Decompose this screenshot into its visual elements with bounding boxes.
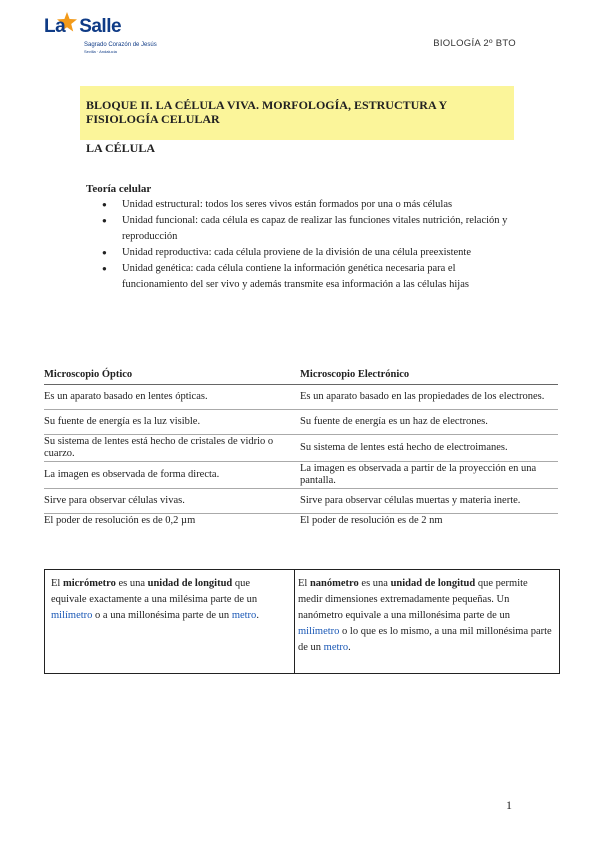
table-cell: El poder de resolución es de 0,2 µm [44, 515, 196, 526]
table-cell: Sirve para observar células muertas y materia inerte. [300, 489, 558, 514]
table-cell: Sirve para observar células vivas. [44, 489, 300, 514]
term-micrometro: micrómetro [62, 578, 116, 589]
table-cell: Es un aparato basado en lentes ópticas. [44, 385, 300, 410]
section-heading: LA CÉLULA [86, 141, 156, 155]
lasalle-logo [44, 16, 160, 58]
course-label: BIOLOGÍA 2º BTO [433, 38, 516, 49]
table-cell: Su sistema de lentes está hecho de electroimanes. [300, 435, 558, 462]
table-cell: Es un aparato basado en las propiedades de los electrones. [300, 385, 558, 410]
table-row [44, 489, 558, 514]
table-cell: La imagen es observada a partir de la proyección en una pantalla. [300, 462, 558, 489]
table-row [44, 435, 558, 462]
page-title: BLOQUE II. LA CÉLULA VIVA. MORFOLOGÍA, ESTRUCTURA Y FISIOLOGÍA CELULAR [86, 98, 447, 126]
metro-link[interactable]: metro [231, 610, 257, 621]
table-cell: El poder de resolución es de 2 nm [300, 515, 443, 526]
logo-brand: La Salle [44, 16, 122, 37]
milimetro-link[interactable]: milímetro [298, 626, 340, 637]
list-item: ● Unidad funcional: cada célula es capaz de realizar las funciones vitales nutrición, relación y reproducción [100, 213, 520, 245]
page-number: 1 [506, 798, 512, 812]
metro-link[interactable]: metro [323, 642, 349, 653]
logo-subtagline: Sevilla · Andalucía [84, 49, 117, 54]
logo-tagline: Sagrado Corazón de Jesús [84, 42, 157, 48]
theory-list [100, 197, 520, 293]
table-cell: Su sistema de lentes está hecho de cristales de vidrio o cuarzo. [44, 435, 300, 462]
table-row [44, 462, 558, 489]
list-item: ● Unidad reproductiva: cada célula proviene de la división de una célula preexistente [100, 245, 520, 261]
list-item: ● Unidad estructural: todos los seres vivos están formados por una o más células [100, 197, 520, 213]
definitions-box [44, 569, 560, 674]
table-header-row [44, 366, 558, 385]
table-row [44, 514, 558, 539]
term-nanometro: nanómetro [309, 578, 359, 589]
column-divider [294, 570, 295, 673]
table-row [44, 410, 558, 435]
nanometer-definition: El nanómetro es una unidad de longitud que permite medir dimensiones extremadamente pequeñas. Un nanómetro equivale a una millonésima parte de un milímetro o lo que es lo mismo, a una mil millonésima parte de un metro. [298, 578, 552, 653]
microscope-comparison-table [44, 366, 558, 538]
table-cell: La imagen es observada de forma directa. [44, 462, 300, 489]
micrometer-definition: El micrómetro es una unidad de longitud que equivale exactamente a una milésima parte de un milímetro o a una millonésima parte de un metro. [51, 578, 259, 621]
title-highlight [80, 86, 514, 140]
theory-heading: Teoría celular [86, 183, 152, 195]
milimetro-link[interactable]: milímetro [51, 610, 93, 621]
term-unit: unidad de longitud [147, 578, 233, 589]
table-cell: Su fuente de energía es la luz visible. [44, 410, 300, 435]
column-header: Microscopio Electrónico [300, 366, 558, 385]
table-cell: Su fuente de energía es un haz de electrones. [300, 410, 558, 435]
table-row [44, 385, 558, 410]
term-unit: unidad de longitud [390, 578, 476, 589]
list-item: ● Unidad genética: cada célula contiene la información genética necesaria para el funcionamiento del ser vivo y además transmite esa información a las células hijas [100, 261, 520, 293]
column-header: Microscopio Óptico [44, 366, 300, 385]
